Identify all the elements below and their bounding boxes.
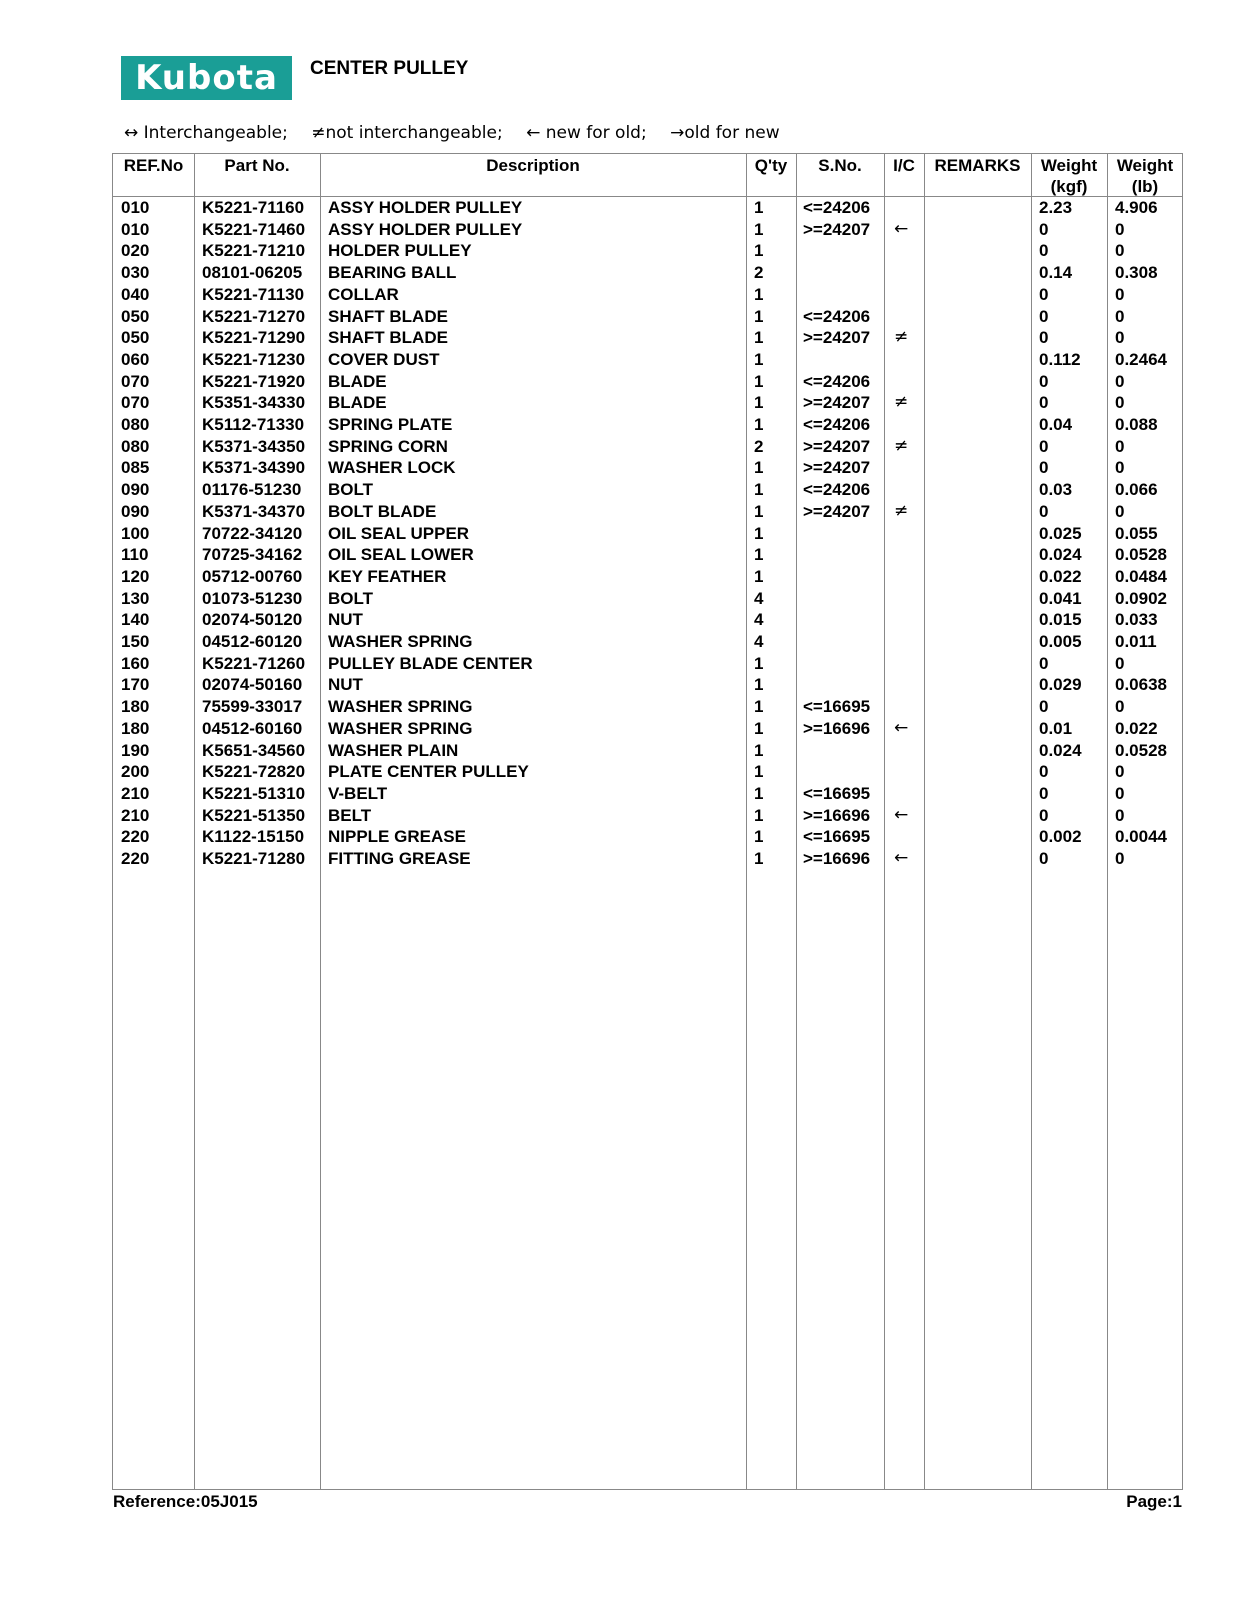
cell-ic: ← bbox=[894, 218, 909, 239]
table-row bbox=[113, 826, 1182, 848]
cell-part-no: 01176-51230 bbox=[202, 480, 302, 500]
cell-ref-no: 180 bbox=[121, 718, 150, 738]
cell-weight-kgf: 0.005 bbox=[1039, 632, 1082, 651]
cell-part-no: K5221-71290 bbox=[202, 328, 306, 348]
cell-weight-kgf: 0 bbox=[1039, 219, 1049, 239]
cell-description: BLADE bbox=[328, 371, 387, 391]
table-row bbox=[113, 392, 1182, 414]
cell-qty: 1 bbox=[754, 306, 764, 326]
cell-part-no: K5221-71270 bbox=[202, 306, 306, 326]
table-row bbox=[113, 479, 1182, 501]
cell-part-no: K5221-51310 bbox=[202, 783, 306, 803]
cell-weight-kgf: 0 bbox=[1039, 328, 1049, 348]
table-row bbox=[113, 653, 1182, 675]
table-row bbox=[113, 631, 1182, 653]
cell-part-no: 04512-60120 bbox=[202, 632, 303, 651]
cell-description: OIL SEAL LOWER bbox=[328, 545, 474, 565]
table-row bbox=[113, 306, 1182, 328]
cell-ref-no: 040 bbox=[121, 284, 150, 304]
cell-ref-no: 150 bbox=[121, 632, 150, 651]
cell-weight-kgf: 0.002 bbox=[1039, 827, 1082, 847]
header-serial-no: S.No. bbox=[818, 156, 862, 175]
cell-weight-kgf: 2.23 bbox=[1039, 198, 1073, 217]
cell-weight-kgf: 0.022 bbox=[1039, 566, 1082, 586]
cell-description: WASHER SPRING bbox=[328, 632, 473, 651]
cell-qty: 1 bbox=[754, 827, 764, 847]
cell-weight-lb: 0.0528 bbox=[1115, 545, 1167, 565]
cell-qty: 1 bbox=[754, 371, 764, 391]
cell-weight-kgf: 0.01 bbox=[1039, 718, 1073, 738]
table-row bbox=[113, 457, 1182, 479]
cell-qty: 1 bbox=[754, 328, 764, 348]
cell-serial-no: >=24207 bbox=[803, 436, 871, 456]
table-row bbox=[113, 761, 1182, 783]
cell-part-no: K5221-71210 bbox=[202, 241, 306, 261]
table-row bbox=[113, 848, 1182, 870]
cell-description: BOLT bbox=[328, 588, 374, 608]
cell-weight-kgf: 0.14 bbox=[1039, 263, 1073, 283]
header-qty: Q'ty bbox=[754, 156, 788, 175]
cell-qty: 1 bbox=[754, 545, 764, 565]
cell-qty: 1 bbox=[754, 697, 764, 717]
cell-serial-no: >=24207 bbox=[803, 393, 871, 413]
cell-description: KEY FEATHER bbox=[328, 566, 447, 586]
header-part-no: Part No. bbox=[224, 156, 290, 175]
cell-description: ASSY HOLDER PULLEY bbox=[328, 198, 523, 217]
cell-ic: ← bbox=[894, 717, 909, 738]
cell-weight-kgf: 0.024 bbox=[1039, 545, 1082, 565]
cell-ref-no: 180 bbox=[121, 697, 150, 717]
cell-serial-no: >=16696 bbox=[803, 805, 871, 825]
cell-qty: 2 bbox=[754, 263, 764, 283]
cell-weight-kgf: 0 bbox=[1039, 241, 1049, 261]
cell-weight-lb: 0.022 bbox=[1115, 718, 1158, 738]
table-row bbox=[113, 674, 1182, 696]
cell-serial-no: <=24206 bbox=[803, 198, 871, 217]
cell-serial-no: <=24206 bbox=[803, 480, 871, 500]
cell-description: BEARING BALL bbox=[328, 263, 457, 283]
cell-part-no: K5112-71330 bbox=[202, 415, 305, 434]
header-remarks: REMARKS bbox=[934, 156, 1021, 175]
cell-part-no: K5651-34560 bbox=[202, 740, 306, 760]
cell-weight-lb: 0.0484 bbox=[1115, 566, 1167, 586]
cell-serial-no: >=24207 bbox=[803, 328, 871, 348]
cell-ref-no: 090 bbox=[121, 501, 150, 521]
cell-weight-kgf: 0 bbox=[1039, 458, 1049, 478]
interchangeability-legend bbox=[124, 123, 798, 143]
cell-ref-no: 080 bbox=[121, 436, 150, 456]
header-description: Description bbox=[486, 156, 580, 175]
cell-part-no: K5221-71160 bbox=[202, 198, 305, 217]
cell-weight-lb: 0 bbox=[1115, 653, 1125, 673]
cell-ref-no: 010 bbox=[121, 198, 150, 217]
cell-part-no: 05712-00760 bbox=[202, 566, 303, 586]
cell-serial-no: >=24207 bbox=[803, 219, 871, 239]
cell-ref-no: 100 bbox=[121, 523, 150, 543]
cell-serial-no: <=24206 bbox=[803, 415, 871, 434]
table-row bbox=[113, 740, 1182, 762]
cell-qty: 4 bbox=[754, 632, 764, 651]
cell-weight-kgf: 0.112 bbox=[1039, 349, 1081, 369]
table-row bbox=[113, 805, 1182, 827]
cell-ref-no: 170 bbox=[121, 675, 150, 695]
cell-weight-lb: 0 bbox=[1115, 284, 1125, 304]
cell-description: V-BELT bbox=[328, 783, 388, 803]
cell-qty: 1 bbox=[754, 805, 764, 825]
cell-serial-no: <=16695 bbox=[803, 783, 871, 803]
table-row bbox=[113, 327, 1182, 349]
cell-qty: 4 bbox=[754, 610, 764, 630]
cell-ref-no: 010 bbox=[121, 219, 150, 239]
cell-ic: ≠ bbox=[894, 435, 909, 456]
cell-description: BOLT bbox=[328, 480, 374, 500]
cell-description: HOLDER PULLEY bbox=[328, 241, 472, 261]
cell-qty: 1 bbox=[754, 653, 764, 673]
cell-ref-no: 220 bbox=[121, 827, 150, 847]
cell-description: PLATE CENTER PULLEY bbox=[328, 762, 529, 782]
cell-ref-no: 120 bbox=[121, 566, 150, 586]
cell-ic: ← bbox=[894, 804, 909, 825]
cell-weight-kgf: 0 bbox=[1039, 697, 1049, 717]
cell-weight-lb: 0 bbox=[1115, 783, 1125, 803]
cell-description: BOLT BLADE bbox=[328, 501, 437, 521]
legend-old-for-new: →old for new bbox=[670, 123, 780, 143]
cell-serial-no: >=24207 bbox=[803, 458, 871, 478]
cell-qty: 1 bbox=[754, 675, 764, 695]
cell-qty: 1 bbox=[754, 349, 764, 369]
header-ref-no: REF.No bbox=[123, 156, 184, 175]
cell-ic: ≠ bbox=[894, 500, 909, 521]
cell-qty: 1 bbox=[754, 501, 764, 521]
cell-weight-kgf: 0.04 bbox=[1039, 415, 1073, 434]
cell-weight-lb: 0.0528 bbox=[1115, 740, 1167, 760]
cell-ref-no: 210 bbox=[121, 783, 150, 803]
cell-part-no: K5221-71280 bbox=[202, 849, 306, 868]
header-weight-lb: Weight (lb) bbox=[1116, 156, 1174, 196]
cell-weight-kgf: 0.015 bbox=[1039, 610, 1082, 630]
cell-qty: 1 bbox=[754, 740, 764, 760]
table-row bbox=[113, 588, 1182, 610]
cell-weight-lb: 0.066 bbox=[1115, 480, 1158, 500]
table-row bbox=[113, 219, 1182, 241]
cell-ref-no: 020 bbox=[121, 241, 150, 261]
cell-weight-kgf: 0.029 bbox=[1039, 675, 1082, 695]
cell-description: ASSY HOLDER PULLEY bbox=[328, 219, 523, 239]
cell-weight-kgf: 0.041 bbox=[1039, 588, 1082, 608]
cell-weight-lb: 0 bbox=[1115, 328, 1125, 348]
cell-description: PULLEY BLADE CENTER bbox=[328, 653, 533, 673]
cell-ref-no: 080 bbox=[121, 415, 150, 434]
cell-weight-lb: 4.906 bbox=[1115, 198, 1158, 217]
cell-qty: 1 bbox=[754, 241, 764, 261]
cell-qty: 1 bbox=[754, 566, 764, 586]
cell-weight-kgf: 0 bbox=[1039, 783, 1049, 803]
cell-qty: 1 bbox=[754, 415, 764, 434]
header-ic: I/C bbox=[893, 156, 915, 175]
header-weight-kgf: Weight (kgf) bbox=[1040, 156, 1098, 196]
cell-ref-no: 090 bbox=[121, 480, 150, 500]
cell-weight-lb: 0 bbox=[1115, 241, 1125, 261]
cell-part-no: K5371-34390 bbox=[202, 458, 306, 478]
cell-qty: 1 bbox=[754, 458, 764, 478]
cell-part-no: K5221-71130 bbox=[202, 284, 305, 304]
table-row bbox=[113, 262, 1182, 284]
cell-serial-no: >=16696 bbox=[803, 849, 871, 868]
table-row bbox=[113, 501, 1182, 523]
cell-ic: ← bbox=[894, 848, 909, 868]
cell-weight-lb: 0.2464 bbox=[1115, 349, 1167, 369]
cell-description: OIL SEAL UPPER bbox=[328, 523, 470, 543]
table-row bbox=[113, 436, 1182, 458]
cell-part-no: 70725-34162 bbox=[202, 545, 303, 565]
cell-part-no: K5371-34370 bbox=[202, 501, 306, 521]
cell-description: WASHER SPRING bbox=[328, 718, 473, 738]
cell-description: NUT bbox=[328, 610, 363, 630]
table-row bbox=[113, 783, 1182, 805]
cell-description: WASHER PLAIN bbox=[328, 740, 459, 760]
cell-qty: 1 bbox=[754, 783, 764, 803]
cell-weight-kgf: 0 bbox=[1039, 653, 1049, 673]
cell-description: FITTING GREASE bbox=[328, 849, 471, 868]
cell-description: BELT bbox=[328, 805, 372, 825]
legend-new-for-old: ← new for old; bbox=[526, 123, 647, 143]
cell-part-no: K5221-72820 bbox=[202, 762, 306, 782]
table-row bbox=[113, 696, 1182, 718]
cell-weight-lb: 0.088 bbox=[1115, 415, 1158, 434]
reference-label: Reference:05J015 bbox=[113, 1492, 258, 1511]
cell-serial-no: <=24206 bbox=[803, 306, 871, 326]
cell-weight-lb: 0.0902 bbox=[1115, 588, 1167, 608]
cell-part-no: K5221-71460 bbox=[202, 219, 306, 239]
cell-part-no: 02074-50120 bbox=[202, 610, 303, 630]
cell-description: SHAFT BLADE bbox=[328, 306, 448, 326]
cell-weight-lb: 0.0044 bbox=[1115, 827, 1167, 847]
cell-weight-lb: 0.0638 bbox=[1115, 675, 1167, 695]
cell-serial-no: >=24207 bbox=[803, 501, 871, 521]
cell-weight-lb: 0 bbox=[1115, 436, 1125, 456]
table-row bbox=[113, 371, 1182, 393]
cell-description: SPRING PLATE bbox=[328, 415, 453, 434]
cell-weight-lb: 0.055 bbox=[1115, 523, 1158, 543]
cell-qty: 4 bbox=[754, 588, 764, 608]
cell-ref-no: 050 bbox=[121, 328, 150, 348]
cell-ref-no: 160 bbox=[121, 653, 150, 673]
cell-description: WASHER SPRING bbox=[328, 697, 473, 717]
table-row bbox=[113, 544, 1182, 566]
cell-weight-lb: 0 bbox=[1115, 306, 1125, 326]
cell-part-no: K5221-71230 bbox=[202, 349, 306, 369]
cell-weight-lb: 0 bbox=[1115, 393, 1125, 413]
cell-ic: ≠ bbox=[894, 392, 909, 413]
cell-weight-kgf: 0 bbox=[1039, 436, 1049, 456]
cell-description: NIPPLE GREASE bbox=[328, 827, 466, 847]
cell-weight-lb: 0 bbox=[1115, 219, 1125, 239]
cell-weight-kgf: 0 bbox=[1039, 284, 1049, 304]
cell-serial-no: <=24206 bbox=[803, 371, 871, 391]
cell-weight-kgf: 0 bbox=[1039, 306, 1049, 326]
cell-ref-no: 140 bbox=[121, 610, 150, 630]
cell-weight-kgf: 0.025 bbox=[1039, 523, 1082, 543]
cell-part-no: 70722-34120 bbox=[202, 523, 303, 543]
cell-weight-kgf: 0 bbox=[1039, 371, 1049, 391]
cell-qty: 1 bbox=[754, 849, 764, 868]
page-title: CENTER PULLEY bbox=[310, 58, 469, 79]
cell-ref-no: 110 bbox=[121, 545, 149, 565]
cell-qty: 1 bbox=[754, 219, 764, 239]
cell-weight-kgf: 0.03 bbox=[1039, 480, 1073, 500]
legend-interchangeable: ↔ Interchangeable; bbox=[124, 123, 288, 143]
page-number: Page:1 bbox=[1126, 1492, 1182, 1511]
cell-description: SPRING CORN bbox=[328, 436, 448, 456]
cell-serial-no: >=16696 bbox=[803, 718, 871, 738]
cell-ref-no: 190 bbox=[121, 740, 150, 760]
cell-description: NUT bbox=[328, 675, 363, 695]
cell-ref-no: 050 bbox=[121, 306, 150, 326]
cell-part-no: 02074-50160 bbox=[202, 675, 303, 695]
cell-serial-no: <=16695 bbox=[803, 697, 871, 717]
cell-ic: ≠ bbox=[894, 327, 909, 348]
cell-ref-no: 070 bbox=[121, 393, 150, 413]
cell-weight-kgf: 0.024 bbox=[1039, 740, 1082, 760]
cell-weight-lb: 0 bbox=[1115, 697, 1125, 717]
cell-qty: 1 bbox=[754, 718, 764, 738]
cell-qty: 1 bbox=[754, 393, 764, 413]
cell-description: SHAFT BLADE bbox=[328, 328, 448, 348]
cell-qty: 1 bbox=[754, 198, 764, 217]
cell-ref-no: 220 bbox=[121, 849, 150, 868]
cell-weight-kgf: 0 bbox=[1039, 393, 1049, 413]
cell-qty: 1 bbox=[754, 523, 764, 543]
cell-part-no: K5221-71260 bbox=[202, 653, 306, 673]
table-row bbox=[113, 718, 1182, 740]
cell-part-no: K5351-34330 bbox=[202, 393, 306, 413]
cell-weight-lb: 0 bbox=[1115, 501, 1125, 521]
cell-weight-lb: 0 bbox=[1115, 805, 1125, 825]
cell-ref-no: 130 bbox=[121, 588, 150, 608]
cell-ref-no: 210 bbox=[121, 805, 150, 825]
cell-weight-kgf: 0 bbox=[1039, 762, 1049, 782]
cell-ref-no: 060 bbox=[121, 349, 150, 369]
cell-weight-lb: 0.011 bbox=[1115, 632, 1157, 651]
table-row bbox=[113, 197, 1182, 219]
cell-qty: 2 bbox=[754, 436, 764, 456]
cell-part-no: K5221-51350 bbox=[202, 805, 306, 825]
cell-part-no: K1122-15150 bbox=[202, 827, 305, 847]
legend-not-interchangeable: ≠not interchangeable; bbox=[311, 123, 503, 143]
cell-part-no: 01073-51230 bbox=[202, 588, 303, 608]
cell-weight-lb: 0 bbox=[1115, 849, 1125, 868]
parts-table bbox=[112, 153, 1183, 1490]
cell-weight-kgf: 0 bbox=[1039, 849, 1049, 868]
table-row bbox=[113, 609, 1182, 631]
cell-part-no: 04512-60160 bbox=[202, 718, 303, 738]
cell-description: COVER DUST bbox=[328, 349, 440, 369]
cell-qty: 1 bbox=[754, 762, 764, 782]
cell-weight-lb: 0 bbox=[1115, 762, 1125, 782]
cell-weight-lb: 0.308 bbox=[1115, 263, 1158, 283]
table-row bbox=[113, 349, 1182, 371]
kubota-logo: Kubota bbox=[121, 56, 292, 100]
cell-qty: 1 bbox=[754, 480, 764, 500]
cell-serial-no: <=16695 bbox=[803, 827, 871, 847]
cell-weight-kgf: 0 bbox=[1039, 805, 1049, 825]
cell-weight-lb: 0 bbox=[1115, 458, 1125, 478]
table-row bbox=[113, 566, 1182, 588]
cell-weight-kgf: 0 bbox=[1039, 501, 1049, 521]
cell-part-no: K5371-34350 bbox=[202, 436, 306, 456]
cell-ref-no: 030 bbox=[121, 263, 150, 283]
cell-description: WASHER LOCK bbox=[328, 458, 456, 478]
cell-ref-no: 085 bbox=[121, 458, 150, 478]
cell-part-no: K5221-71920 bbox=[202, 371, 306, 391]
cell-ref-no: 200 bbox=[121, 762, 150, 782]
cell-weight-lb: 0 bbox=[1115, 371, 1125, 391]
cell-part-no: 08101-06205 bbox=[202, 263, 303, 283]
table-row bbox=[113, 414, 1182, 436]
cell-description: BLADE bbox=[328, 393, 387, 413]
table-row bbox=[113, 284, 1182, 306]
cell-ref-no: 070 bbox=[121, 371, 150, 391]
table-row bbox=[113, 240, 1182, 262]
cell-part-no: 75599-33017 bbox=[202, 697, 303, 717]
cell-weight-lb: 0.033 bbox=[1115, 610, 1158, 630]
cell-qty: 1 bbox=[754, 284, 764, 304]
cell-description: COLLAR bbox=[328, 284, 399, 304]
table-row bbox=[113, 523, 1182, 545]
